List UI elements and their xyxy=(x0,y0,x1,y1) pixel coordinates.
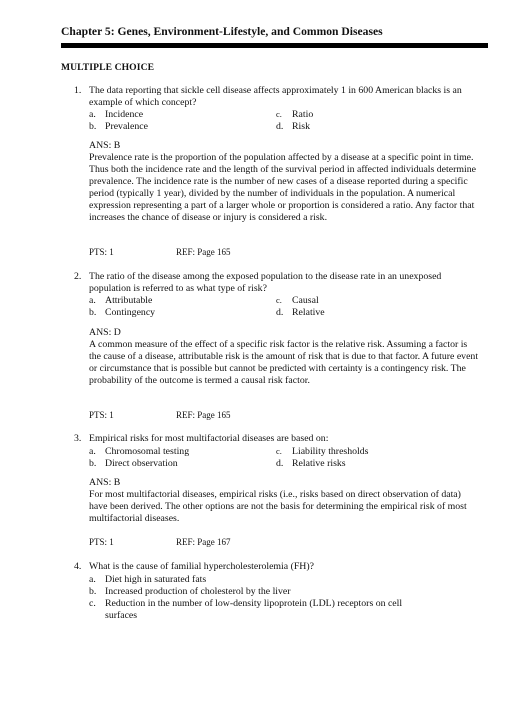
option-b: b. Increased production of cholesterol by the liver xyxy=(89,586,291,597)
option-a: a. Diet high in saturated fats xyxy=(89,574,207,585)
answer: ANS: D xyxy=(89,327,121,338)
option-d: d. Relative xyxy=(276,307,325,318)
option-c: c. Causal xyxy=(276,295,319,306)
points: PTS: 1 xyxy=(89,410,114,420)
question-stem: Empirical risks for most multifactorial diseases are based on: xyxy=(89,433,329,444)
option-c: c. Reduction in the number of low-density lipoprotein (LDL) receptors on cell surfaces xyxy=(89,598,403,621)
option-c: c. Liability thresholds xyxy=(276,446,369,457)
reference: REF: Page 167 xyxy=(176,537,231,547)
option-a: a. Chromosomal testing xyxy=(89,446,190,457)
question-stem: The ratio of the disease among the exposed population to the disease rate in an unexposed population is referred to as what type of risk? xyxy=(89,271,442,294)
question-stem: What is the cause of familial hypercholesterolemia (FH)? xyxy=(89,561,314,572)
option-a: a. Attributable xyxy=(89,295,153,306)
question-number: 3. xyxy=(74,433,82,444)
option-d: d. Risk xyxy=(276,121,310,132)
section-heading: MULTIPLE CHOICE xyxy=(61,62,155,73)
reference: REF: Page 165 xyxy=(176,247,231,257)
rationale: For most multifactorial diseases, empirical risks (i.e., risks based on direct observation of data) have been derived. The other options are not the basis for determining the empirical risk of most multifactorial diseases. xyxy=(89,489,467,524)
title-rule xyxy=(61,43,488,48)
option-c: c. Ratio xyxy=(276,109,314,120)
rationale: A common measure of the effect of a specific risk factor is the relative risk. Assuming a factor is the cause of a disease, attributable risk is the amount of risk that is due to that factor. A future event or circumstance that is possible but cannot be predicted with certainty is a contingency risk. The probability of the outcome is termed a causal risk factor. xyxy=(89,339,479,386)
option-b: b. Contingency xyxy=(89,307,156,318)
option-b: b. Direct observation xyxy=(89,458,178,469)
option-a: a. Incidence xyxy=(89,109,144,120)
chapter-title: Chapter 5: Genes, Environment-Lifestyle, and Common Diseases xyxy=(61,25,383,38)
question-stem: The data reporting that sickle cell disease affects approximately 1 in 600 American blacks is an example of which concept? xyxy=(89,85,462,108)
option-b: b. Prevalence xyxy=(89,121,148,132)
reference: REF: Page 165 xyxy=(176,410,231,420)
question-number: 4. xyxy=(74,561,82,572)
question-number: 1. xyxy=(74,85,82,96)
answer: ANS: B xyxy=(89,477,121,488)
option-d: d. Relative risks xyxy=(276,458,346,469)
points: PTS: 1 xyxy=(89,247,114,257)
points: PTS: 1 xyxy=(89,537,114,547)
answer: ANS: B xyxy=(89,140,121,151)
rationale: Prevalence rate is the proportion of the population affected by a disease at a specific point in time. Thus both the incidence rate and the length of the survival period in affected individuals determine prevalence. The incidence rate is the number of new cases of a disease reported during a specific period (typically 1 year), divided by the number of individuals in the population. A numerical expression representing a part of a larger whole or proportion is considered a ratio. Any factor that increases the chance of disease or injury is considered a risk. xyxy=(89,152,476,223)
question-number: 2. xyxy=(74,271,82,282)
